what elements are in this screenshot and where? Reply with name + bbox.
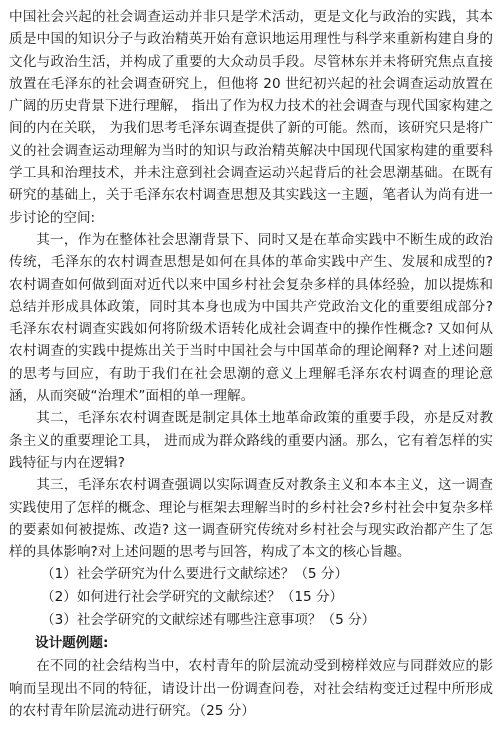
question-item-2: （2）如何进行社会学研究的文献综述？（15 分） xyxy=(41,589,344,606)
point-three-paragraph: 其三，毛泽东农村调查强调以实际调查反对教条主义和本本主义，这一调查实践使用了怎样的概念、理论与框架去理解当时的乡村社会?乡村社会中复杂多样的要素如何被提炼、改造? 这一调查研究传统对乡村社会与现实政治都产生了怎样的具体影响?对上述问题的思考与回答，构成了本文的核心旨趣。 xyxy=(9,477,493,561)
document-page xyxy=(9,6,493,722)
question-item-1: （1）社会学研究为什么要进行文献综述？（5 分） xyxy=(41,566,349,583)
intro-paragraph: 中国社会兴起的社会调查运动并非只是学术活动，更是文化与政治的实践，其本质是中国的知识分子与政治精英开始有意识地运用理性与科学来重新构建自身的文化与政治生活，并构成了重要的大众动员手段。尽管林东并未将研究焦点直接放置在毛泽东的社会调查研究上，但他将 20 世纪初兴起的社会调查运动放置在广阔的历史背景下进行理解， 指出了作为权力技术的社会调查与现代国家构建之间的内在关联， 为我们思考毛泽东调查提供了新的可能。然而，该研究只是将广义的社会调查运动理解为当时的知识与政治精英解决中国现代国家构建的重要科学工具和治理技术，并未注意到社会调查运动兴起背后的社会思潮基础。在既有研究的基础上，关于毛泽东农村调查思想及其实践这一主题，笔者认为尚有进一步讨论的空间: xyxy=(9,9,493,226)
point-one-paragraph: 其一，作为在整体社会思潮背景下、同时又是在革命实践中不断生成的政治传统，毛泽东的农村调查思想是如何在具体的革命实践中产生、发展和成型的? 农村调查如何做到面对近代以来中国乡村社会复杂多样的具体经验，加以提炼和总结并形成具体政策，同时其本身也成为中国共产党政治文化的重要组成部分? 毛泽东农村调查实践如何将阶级术语转化成社会调查中的操作性概念? 又如何从农村调查的实践中提炼出关于当时中国社会与中国革命的理论阐释? 对上述问题的思考与回应，有助于我们在社会思潮的意义上理解毛泽东农村调查的理论意涵，从而突破“治理术”面相的单一理解。 xyxy=(9,231,493,405)
point-two-paragraph: 其二，毛泽东农村调查既是制定具体土地革命政策的重要手段，亦是反对教条主义的重要理论工具， 进而成为群众路线的重要内涵。那么，它有着怎样的实践特征与内在逻辑? xyxy=(9,410,493,471)
question-item-3: （3）社会学研究的文献综述有哪些注意事项？（5 分） xyxy=(41,612,376,629)
design-question-paragraph: 在不同的社会结构当中，农村青年的阶层流动受到榜样效应与同群效应的影响而呈现出不同的特征，请设计出一份调查问卷，对社会结构变迁过程中所形成的农村青年阶层流动进行研究。（25 分） xyxy=(9,658,493,720)
question-list xyxy=(9,563,493,632)
design-heading: 设计题例题: xyxy=(35,635,109,652)
